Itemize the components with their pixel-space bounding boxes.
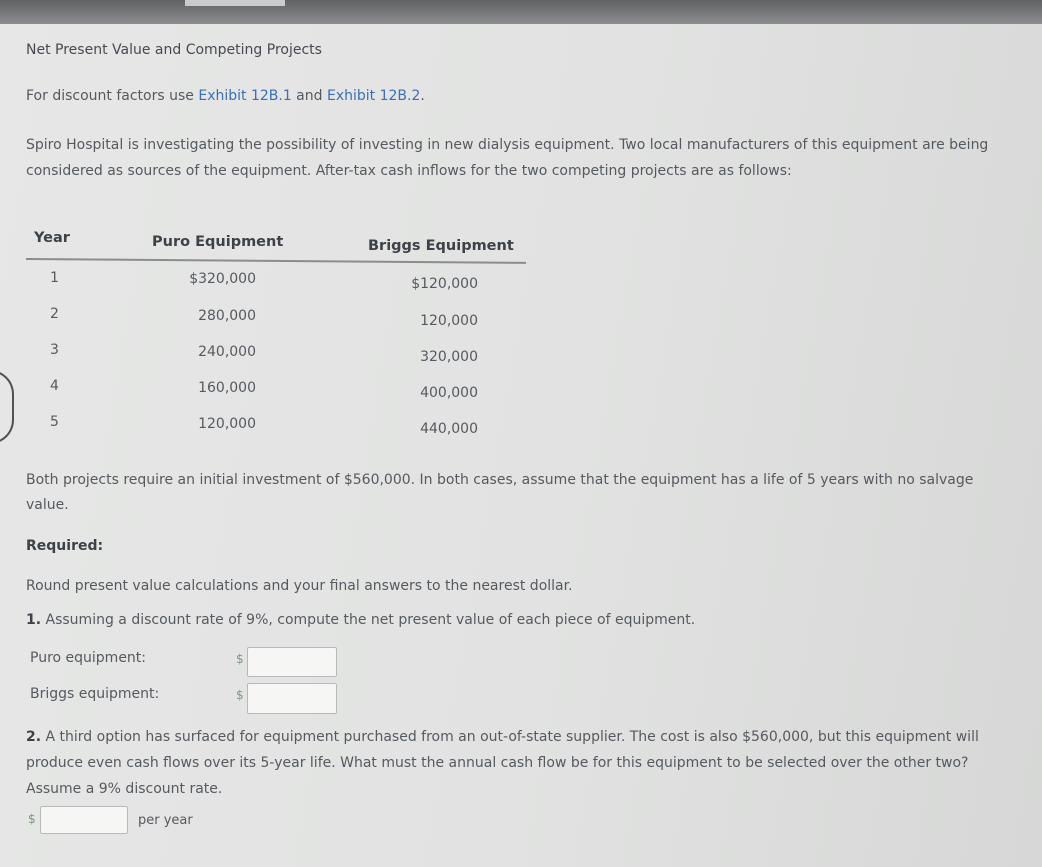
required-heading: Required: [26, 538, 104, 554]
exhibit-12b1-link[interactable]: Exhibit 12B.1 [198, 88, 292, 104]
question-1 [26, 612, 695, 628]
puro-cell-1: $320,000 [189, 271, 256, 287]
briggs-cell-5: 440,000 [420, 421, 478, 437]
briggs-npv-input[interactable] [247, 683, 337, 714]
per-year-label: per year [138, 813, 193, 828]
rounding-instruction: Round present value calculations and your final answers to the nearest dollar. [26, 578, 573, 594]
year-cell-5: 5 [50, 414, 59, 430]
year-cell-4: 4 [50, 378, 59, 394]
annual-cash-currency-sign: $ [28, 812, 36, 826]
question-2-number: 2. [26, 729, 42, 745]
briggs-currency-sign: $ [236, 688, 244, 702]
col-header-puro: Puro Equipment [152, 234, 284, 250]
browser-top-bar [0, 0, 1042, 24]
discount-factor-note [26, 88, 425, 104]
year-cell-3: 3 [50, 342, 59, 358]
puro-currency-sign: $ [236, 652, 244, 666]
year-cell-2: 2 [50, 306, 59, 322]
question-2-text: A third option has surfaced for equipment purchased from an out-of-state supplier. The cost is also $560,000, but this equipment will produce even cash flows over its 5-year life. What must the annual cash flow be for this equipment to be selected over the other two? Assume a 9% discount rate. [26, 729, 979, 797]
question-2 [26, 724, 1006, 802]
discount-note-prefix: For discount factors use [26, 88, 199, 104]
puro-cell-3: 240,000 [198, 344, 256, 360]
briggs-cell-4: 400,000 [420, 385, 478, 401]
puro-cell-5: 120,000 [198, 416, 256, 432]
exhibit-12b2-link[interactable]: Exhibit 12B.2 [326, 88, 421, 104]
briggs-cell-1: $120,000 [411, 276, 478, 292]
discount-note-suffix: . [420, 88, 425, 104]
top-tab-strip [185, 0, 285, 6]
annual-cash-flow-input[interactable] [40, 806, 128, 834]
page-title: Net Present Value and Competing Projects [26, 42, 322, 58]
puro-equipment-label: Puro equipment: [30, 650, 147, 666]
briggs-equipment-label: Briggs equipment: [30, 686, 160, 702]
briggs-cell-2: 120,000 [420, 313, 478, 329]
puro-cell-2: 280,000 [198, 308, 256, 324]
col-header-year: Year [34, 230, 70, 246]
col-header-briggs: Briggs Equipment [368, 238, 514, 254]
problem-intro: Spiro Hospital is investigating the possibility of investing in new dialysis equipment. Two local manufacturers of this equipment are being considered as sources of the equipment. After-tax cash inflows for the two competing projects are as follows: [26, 137, 989, 179]
puro-npv-input[interactable] [247, 647, 337, 677]
investment-note: Both projects require an initial investment of $560,000. In both cases, assume that the equipment has a life of 5 years with no salvage value. [26, 472, 974, 513]
briggs-cell-3: 320,000 [420, 349, 478, 365]
puro-cell-4: 160,000 [198, 380, 256, 396]
question-1-text: Assuming a discount rate of 9%, compute the net present value of each piece of equipment. [45, 612, 696, 628]
question-1-number: 1. [26, 612, 42, 628]
discount-note-and: and [291, 88, 327, 104]
year-cell-1: 1 [50, 270, 59, 286]
